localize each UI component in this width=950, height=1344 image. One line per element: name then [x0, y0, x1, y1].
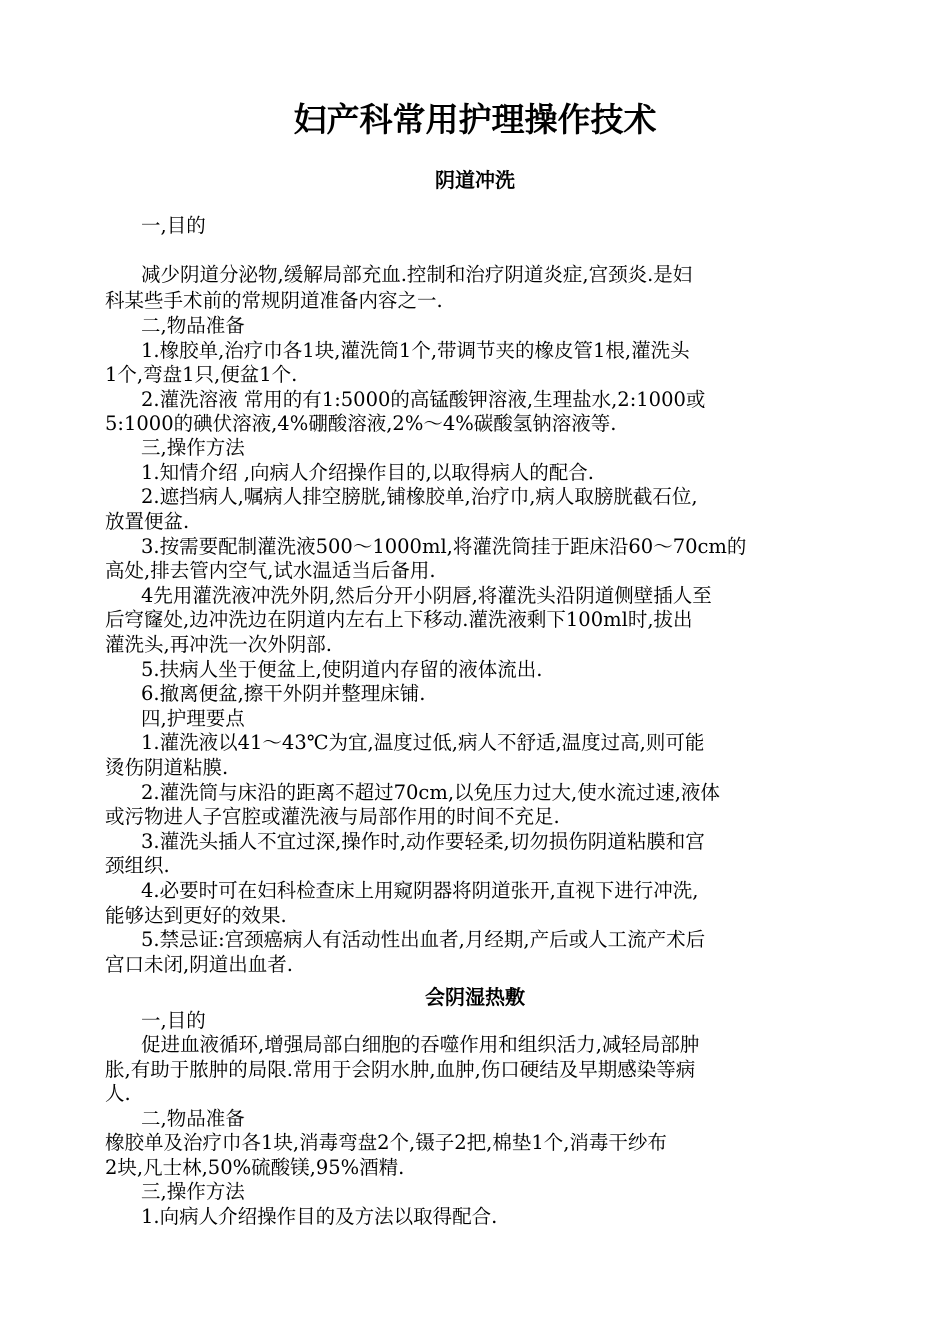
section1-text-line: 放置便盆.: [105, 510, 190, 533]
section2-purpose-heading: 一,目的: [141, 1009, 206, 1032]
section1-text-line: 1.灌洗液以41～43℃为宜,温度过低,病人不舒适,温度过高,则可能: [141, 731, 705, 754]
section1-purpose-heading: 一,目的: [141, 214, 206, 237]
section2-text-line: 胀,有助于脓肿的局限.常用于会阴水肿,血肿,伤口硬结及早期感染等病: [105, 1058, 696, 1081]
document-title: 妇产科常用护理操作技术: [293, 100, 657, 139]
section1-text-line: 5.扶病人坐于便盆上,使阴道内存留的液体流出.: [141, 658, 543, 681]
section1-text-line: 高处,排去管内空气,试水温适当后备用.: [105, 559, 436, 582]
section1-text-line: 6.撤离便盆,擦干外阴并整理床铺.: [141, 682, 426, 705]
section1-text-line: 5:1000的碘伏溶液,4%硼酸溶液,2%～4%碳酸氢钠溶液等.: [105, 412, 617, 435]
section-heading-perineal-hot-compress: 会阴湿热敷: [425, 985, 525, 1009]
section1-text-line: 2.遮挡病人,嘱病人排空膀胱,铺橡胶单,治疗巾,病人取膀胱截石位,: [141, 485, 698, 508]
section1-key-points-heading: 四,护理要点: [141, 707, 245, 730]
section2-supplies-heading: 二,物品准备: [141, 1107, 245, 1130]
section1-text-line: 4先用灌洗液冲洗外阴,然后分开小阴唇,将灌洗头沿阴道侧壁插人至: [141, 584, 712, 607]
section1-text-line: 或污物进人子宫腔或灌洗液与局部作用的时间不充足.: [105, 805, 560, 828]
section-heading-vaginal-irrigation: 阴道冲洗: [435, 168, 515, 192]
section1-text-line: 科某些手术前的常规阴道准备内容之一.: [105, 289, 443, 312]
section1-text-line: 能够达到更好的效果.: [105, 904, 287, 927]
section1-text-line: 颈组织.: [105, 854, 170, 877]
section1-text-line: 4.必要时可在妇科检查床上用窥阴器将阴道张开,直视下进行冲洗,: [141, 879, 699, 902]
section1-text-line: 减少阴道分泌物,缓解局部充血.控制和治疗阴道炎症,宫颈炎.是妇: [141, 263, 693, 286]
section2-text-line: 人.: [105, 1082, 131, 1105]
section1-text-line: 3.灌洗头插人不宜过深,操作时,动作要轻柔,切勿损伤阴道粘膜和宫: [141, 830, 705, 853]
section2-text-line: 2块,凡士林,50%硫酸镁,95%酒精.: [105, 1156, 405, 1179]
section1-text-line: 2.灌洗筒与床沿的距离不超过70cm,以免压力过大,使水流过速,液体: [141, 781, 720, 804]
section1-text-line: 1.知情介绍 ,向病人介绍操作目的,以取得病人的配合.: [141, 461, 594, 484]
section2-text-line: 1.向病人介绍操作目的及方法以取得配合.: [141, 1205, 498, 1228]
section2-text-line: 橡胶单及治疗巾各1块,消毒弯盘2个,镊子2把,棉垫1个,消毒干纱布: [105, 1131, 667, 1154]
section1-text-line: 灌洗头,再冲洗一次外阴部.: [105, 633, 332, 656]
section1-text-line: 宫口未闭,阴道出血者.: [105, 953, 293, 976]
section2-text-line: 促进血液循环,增强局部白细胞的吞噬作用和组织活力,减轻局部肿: [141, 1033, 700, 1056]
section1-method-heading: 三,操作方法: [141, 436, 245, 459]
section1-text-line: 3.按需要配制灌洗液500～1000ml,将灌洗筒挂于距床沿60～70cm的: [141, 535, 747, 558]
section1-supplies-heading: 二,物品准备: [141, 314, 245, 337]
section1-text-line: 烫伤阴道粘膜.: [105, 756, 229, 779]
section1-text-line: 后穹窿处,边冲洗边在阴道内左右上下移动.灌洗液剩下100ml时,拔出: [105, 608, 693, 631]
section1-text-line: 1个,弯盘1只,便盆1个.: [105, 363, 298, 386]
section1-text-line: 2.灌洗溶液 常用的有1:5000的高锰酸钾溶液,生理盐水,2:1000或: [141, 388, 706, 411]
section1-text-line: 1.橡胶单,治疗巾各1块,灌洗筒1个,带调节夹的橡皮管1根,灌洗头: [141, 339, 690, 362]
section2-method-heading: 三,操作方法: [141, 1180, 245, 1203]
section1-text-line: 5.禁忌证:宫颈癌病人有活动性出血者,月经期,产后或人工流产术后: [141, 928, 706, 951]
